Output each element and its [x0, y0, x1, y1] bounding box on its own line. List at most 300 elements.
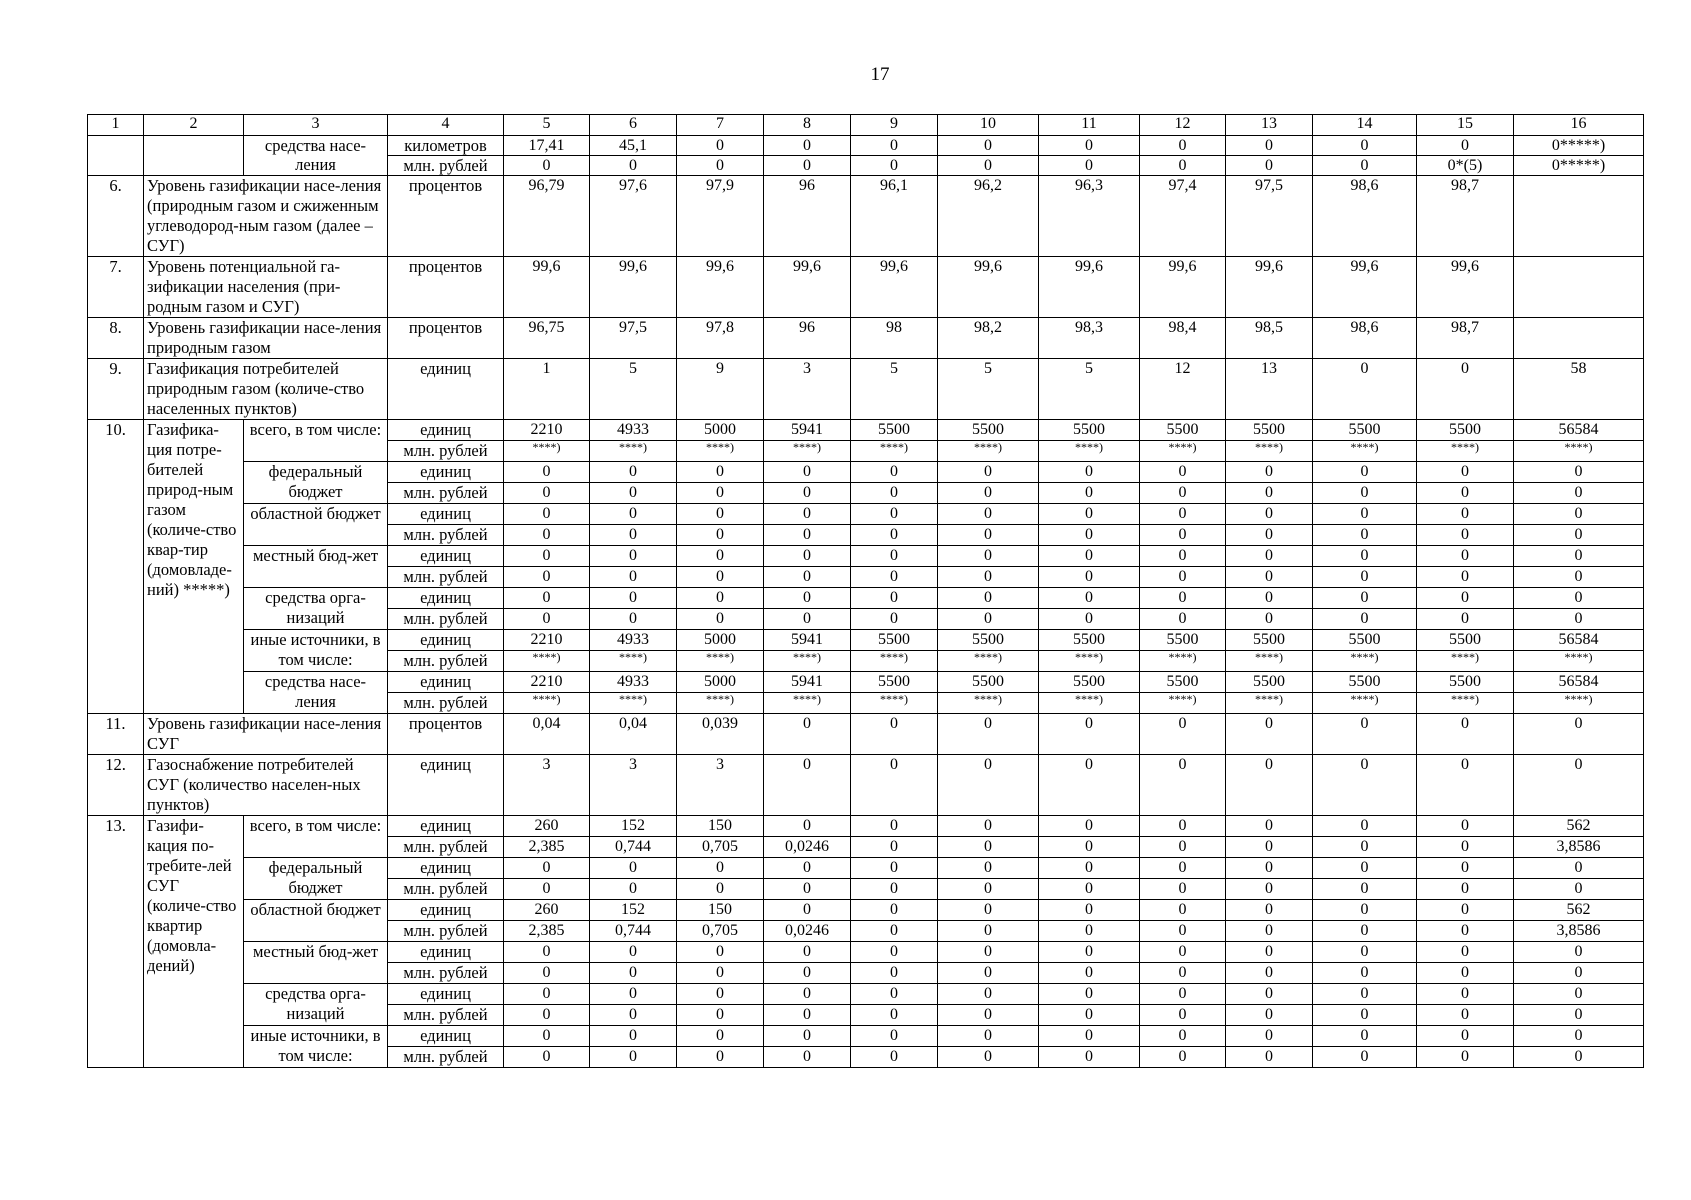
table-row [88, 630, 1644, 651]
value-cell [938, 651, 1039, 672]
value-cell: 5500 [1226, 420, 1313, 441]
unit-cell: единиц [388, 462, 504, 483]
unit-cell: единиц [388, 630, 504, 651]
value-cell: 0 [1226, 879, 1313, 900]
value-cell: 0 [1417, 921, 1514, 942]
value-cell: 5500 [1140, 672, 1226, 693]
value-cell: 0 [1417, 588, 1514, 609]
value-cell: 0 [938, 156, 1039, 176]
footnote-marker: ****) [880, 692, 908, 706]
value-cell: 0 [1417, 609, 1514, 630]
table-row [88, 136, 1644, 156]
value-cell: 152 [590, 816, 677, 837]
value-cell: 0 [1039, 567, 1140, 588]
table-row [88, 984, 1644, 1005]
header-cell: 12 [1140, 115, 1226, 136]
value-cell: 0 [1514, 755, 1644, 816]
value-cell: 0 [590, 858, 677, 879]
footnote-marker: ****) [1564, 440, 1593, 454]
value-cell: 99,6 [1417, 257, 1514, 318]
value-cell: 58 [1514, 359, 1644, 420]
value-cell: 260 [504, 900, 590, 921]
value-cell: 0 [677, 609, 764, 630]
header-cell: 7 [677, 115, 764, 136]
value-cell: 0 [938, 1047, 1039, 1068]
header-cell: 6 [590, 115, 677, 136]
value-cell: 0 [764, 156, 851, 176]
value-cell: 0 [590, 1047, 677, 1068]
value-cell: 0 [1140, 942, 1226, 963]
value-cell: 99,6 [938, 257, 1039, 318]
value-cell: 0 [1514, 879, 1644, 900]
value-cell: 0 [1417, 714, 1514, 755]
value-cell: 45,1 [590, 136, 677, 156]
value-cell: 0 [764, 755, 851, 816]
unit-cell: млн. рублей [388, 879, 504, 900]
value-cell: 0 [590, 942, 677, 963]
value-cell: 0,0246 [764, 921, 851, 942]
footnote-marker: ****) [880, 440, 908, 454]
unit-cell: млн. рублей [388, 609, 504, 630]
value-cell: 0 [1226, 837, 1313, 858]
value-cell: 0 [1140, 755, 1226, 816]
value-cell: 0 [1514, 504, 1644, 525]
value-cell: 3 [504, 755, 590, 816]
value-cell: 97,5 [590, 318, 677, 359]
value-cell [1140, 441, 1226, 462]
footnote-marker: ****) [1255, 440, 1283, 454]
value-cell: 0*****) [1514, 156, 1644, 176]
value-cell: 0 [851, 816, 938, 837]
value-cell: 0 [1226, 462, 1313, 483]
value-cell: 0 [1226, 900, 1313, 921]
value-cell: 0 [1417, 1026, 1514, 1047]
value-cell: 0 [1140, 609, 1226, 630]
row-number-cell: 6. [88, 176, 144, 257]
value-cell: 0 [764, 900, 851, 921]
value-cell: 3 [677, 755, 764, 816]
value-cell: 98 [851, 318, 938, 359]
value-cell [1417, 441, 1514, 462]
value-cell [764, 651, 851, 672]
value-cell: 3 [590, 755, 677, 816]
value-cell: 0 [1226, 546, 1313, 567]
value-cell: 150 [677, 900, 764, 921]
value-cell: 97,4 [1140, 176, 1226, 257]
value-cell: 0 [1417, 984, 1514, 1005]
value-cell: 0 [851, 567, 938, 588]
value-cell: 96,3 [1039, 176, 1140, 257]
value-cell: 0 [590, 984, 677, 1005]
row-label-cell: Газоснабжение потребителей СУГ (количество населен-ных пунктов) [144, 755, 388, 816]
value-cell [764, 693, 851, 714]
value-cell: 0 [851, 714, 938, 755]
value-cell: 17,41 [504, 136, 590, 156]
value-cell: 0 [1140, 156, 1226, 176]
sub-label-cell: средства орга-низаций [244, 984, 388, 1026]
value-cell: 0 [938, 1005, 1039, 1026]
footnote-marker: ****) [1350, 692, 1379, 706]
value-cell: 0 [1417, 525, 1514, 546]
value-cell: 0 [1514, 858, 1644, 879]
value-cell: 152 [590, 900, 677, 921]
value-cell: 0 [1313, 755, 1417, 816]
value-cell: 0 [677, 462, 764, 483]
header-cell: 14 [1313, 115, 1417, 136]
value-cell: 0 [1226, 714, 1313, 755]
value-cell: 0 [851, 1047, 938, 1068]
value-cell [1514, 176, 1644, 257]
value-cell: 0 [504, 156, 590, 176]
header-cell: 15 [1417, 115, 1514, 136]
value-cell: 0 [1140, 963, 1226, 984]
value-cell: 0 [938, 984, 1039, 1005]
value-cell: 0 [938, 816, 1039, 837]
value-cell: 0 [938, 546, 1039, 567]
value-cell: 5500 [1226, 672, 1313, 693]
value-cell: 5500 [1226, 630, 1313, 651]
value-cell: 0 [1039, 483, 1140, 504]
value-cell: 0 [1313, 837, 1417, 858]
value-cell: 0 [1140, 525, 1226, 546]
value-cell: 0 [677, 1005, 764, 1026]
value-cell: 0 [851, 921, 938, 942]
value-cell: 0,04 [504, 714, 590, 755]
value-cell: 0 [1313, 900, 1417, 921]
value-cell: 0 [590, 504, 677, 525]
value-cell: 0 [938, 462, 1039, 483]
value-cell: 96,1 [851, 176, 938, 257]
value-cell: 99,6 [677, 257, 764, 318]
header-cell: 1 [88, 115, 144, 136]
value-cell [938, 693, 1039, 714]
footnote-marker: ****) [1564, 650, 1593, 664]
value-cell: 9 [677, 359, 764, 420]
unit-cell: единиц [388, 420, 504, 441]
value-cell: 0 [764, 483, 851, 504]
sub-label-cell: местный бюд-жет [244, 942, 388, 984]
footnote-marker: ****) [1350, 440, 1379, 454]
value-cell: 0 [1514, 462, 1644, 483]
header-cell: 9 [851, 115, 938, 136]
value-cell: 56584 [1514, 672, 1644, 693]
row-label-cell: Газификация потребителей природным газом (количе-ство населенных пунктов) [144, 359, 388, 420]
value-cell: 0 [1417, 879, 1514, 900]
table-row [88, 714, 1644, 755]
value-cell: 0 [1313, 921, 1417, 942]
unit-cell: млн. рублей [388, 525, 504, 546]
value-cell: 0 [1514, 588, 1644, 609]
sub-label-cell: областной бюджет [244, 504, 388, 546]
unit-cell: единиц [388, 755, 504, 816]
value-cell: 0 [677, 525, 764, 546]
sub-label-cell: местный бюд-жет [244, 546, 388, 588]
value-cell [1313, 651, 1417, 672]
value-cell [677, 651, 764, 672]
value-cell: 0 [1226, 136, 1313, 156]
row-number-cell: 7. [88, 257, 144, 318]
value-cell: 0 [1039, 462, 1140, 483]
value-cell: 3,8586 [1514, 837, 1644, 858]
value-cell: 0 [504, 984, 590, 1005]
value-cell: 0 [1313, 156, 1417, 176]
unit-cell: единиц [388, 816, 504, 837]
header-row [88, 115, 1644, 136]
value-cell: 0 [764, 1005, 851, 1026]
value-cell: 0 [1039, 156, 1140, 176]
unit-cell: млн. рублей [388, 483, 504, 504]
value-cell: 0 [938, 588, 1039, 609]
value-cell [1313, 441, 1417, 462]
value-cell: 0 [851, 984, 938, 1005]
value-cell: 0 [1313, 525, 1417, 546]
value-cell: 562 [1514, 816, 1644, 837]
value-cell: 0 [1140, 816, 1226, 837]
value-cell: 0 [1039, 525, 1140, 546]
value-cell: 0 [1140, 984, 1226, 1005]
value-cell: 0 [1140, 879, 1226, 900]
value-cell: 0 [504, 1026, 590, 1047]
sub-label-cell: иные источники, в том числе: [244, 1026, 388, 1068]
value-cell: 0 [590, 588, 677, 609]
value-cell: 0 [764, 567, 851, 588]
value-cell: 0 [504, 858, 590, 879]
value-cell [504, 651, 590, 672]
value-cell: 0 [938, 879, 1039, 900]
value-cell: 4933 [590, 420, 677, 441]
value-cell: 0 [1226, 963, 1313, 984]
unit-cell: млн. рублей [388, 441, 504, 462]
row-number-cell: 8. [88, 318, 144, 359]
value-cell: 97,8 [677, 318, 764, 359]
footnote-marker: ****) [974, 650, 1002, 664]
value-cell: 0 [590, 1005, 677, 1026]
footnote-marker: ****) [619, 440, 647, 454]
table-row [88, 942, 1644, 963]
value-cell: 0 [1226, 921, 1313, 942]
footnote-marker: ****) [1075, 692, 1103, 706]
value-cell [1226, 441, 1313, 462]
value-cell: 0 [1140, 837, 1226, 858]
value-cell: 562 [1514, 900, 1644, 921]
value-cell [677, 441, 764, 462]
value-cell: 98,5 [1226, 318, 1313, 359]
value-cell: 0 [851, 504, 938, 525]
header-cell: 2 [144, 115, 244, 136]
table-row [88, 755, 1644, 816]
row-number-cell: 11. [88, 714, 144, 755]
value-cell: 0 [1140, 136, 1226, 156]
value-cell: 0 [764, 858, 851, 879]
value-cell: 0 [590, 567, 677, 588]
value-cell: 0 [1140, 900, 1226, 921]
value-cell: 0 [677, 136, 764, 156]
value-cell: 0 [764, 963, 851, 984]
data-table [87, 114, 1644, 1068]
value-cell: 0 [764, 462, 851, 483]
unit-cell: млн. рублей [388, 921, 504, 942]
value-cell: 0 [1140, 546, 1226, 567]
value-cell: 0 [764, 136, 851, 156]
value-cell: 56584 [1514, 420, 1644, 441]
value-cell: 0 [1226, 984, 1313, 1005]
value-cell: 0 [851, 1005, 938, 1026]
header-cell: 10 [938, 115, 1039, 136]
row-label-cell: Газифи-кация по-требите-лей СУГ (количе-ство квартир (домовла-дений) [144, 816, 244, 1068]
value-cell: 0 [1514, 984, 1644, 1005]
value-cell: 0 [1313, 714, 1417, 755]
value-cell: 5500 [851, 672, 938, 693]
value-cell: 0 [504, 609, 590, 630]
table-row [88, 504, 1644, 525]
value-cell: 0 [1514, 609, 1644, 630]
value-cell: 98,2 [938, 318, 1039, 359]
sub-label-cell: всего, в том числе: [244, 816, 388, 858]
value-cell: 0 [1226, 567, 1313, 588]
value-cell: 13 [1226, 359, 1313, 420]
unit-cell: единиц [388, 858, 504, 879]
value-cell: 0 [1417, 546, 1514, 567]
unit-cell: единиц [388, 942, 504, 963]
value-cell: 0 [1140, 588, 1226, 609]
value-cell: 0 [938, 714, 1039, 755]
value-cell: 0 [1039, 1047, 1140, 1068]
table-row [88, 462, 1644, 483]
value-cell: 0*****) [1514, 136, 1644, 156]
footnote-marker: ****) [974, 692, 1002, 706]
value-cell: 99,6 [1226, 257, 1313, 318]
value-cell: 0 [1140, 858, 1226, 879]
value-cell: 98,7 [1417, 176, 1514, 257]
footnote-marker: ****) [619, 650, 647, 664]
value-cell: 0 [851, 156, 938, 176]
value-cell: 5500 [1313, 672, 1417, 693]
footnote-marker: ****) [974, 440, 1002, 454]
value-cell: 0 [938, 900, 1039, 921]
value-cell: 0,744 [590, 837, 677, 858]
sub-label-cell: всего, в том числе: [244, 420, 388, 462]
value-cell: 0 [504, 546, 590, 567]
value-cell: 0 [938, 837, 1039, 858]
value-cell: 0 [1313, 546, 1417, 567]
value-cell [504, 693, 590, 714]
value-cell: 0 [1313, 1005, 1417, 1026]
value-cell: 0 [590, 1026, 677, 1047]
value-cell: 0 [504, 567, 590, 588]
footnote-marker: ****) [532, 440, 561, 454]
value-cell: 0 [851, 588, 938, 609]
value-cell [590, 693, 677, 714]
table-row [88, 858, 1644, 879]
row-label-cell: Газифика-ция потре-бителей природ-ным газом (количе-ство квар-тир (домовладе-ний) *****) [144, 420, 244, 714]
value-cell: 5500 [938, 672, 1039, 693]
value-cell [1226, 693, 1313, 714]
unit-cell: единиц [388, 588, 504, 609]
value-cell: 0 [677, 546, 764, 567]
value-cell: 0 [1514, 942, 1644, 963]
unit-cell: процентов [388, 714, 504, 755]
value-cell: 2210 [504, 420, 590, 441]
value-cell [1039, 651, 1140, 672]
value-cell: 0 [1140, 1047, 1226, 1068]
value-cell: 5 [938, 359, 1039, 420]
value-cell: 0 [1417, 858, 1514, 879]
value-cell: 0 [1140, 504, 1226, 525]
header-cell: 5 [504, 115, 590, 136]
value-cell [764, 441, 851, 462]
value-cell: 0 [1514, 1047, 1644, 1068]
value-cell: 96,2 [938, 176, 1039, 257]
value-cell: 0 [764, 714, 851, 755]
value-cell: 0 [1313, 359, 1417, 420]
value-cell: 98,6 [1313, 318, 1417, 359]
value-cell: 5 [590, 359, 677, 420]
value-cell: 5 [1039, 359, 1140, 420]
footnote-marker: ****) [1451, 692, 1479, 706]
value-cell: 0 [1514, 483, 1644, 504]
value-cell: 99,6 [1313, 257, 1417, 318]
value-cell: 0 [504, 963, 590, 984]
value-cell: 0 [1514, 1005, 1644, 1026]
table-row [88, 359, 1644, 420]
sub-label-cell: средства орга-низаций [244, 588, 388, 630]
value-cell: 0 [1039, 755, 1140, 816]
value-cell: 0 [590, 483, 677, 504]
unit-cell: млн. рублей [388, 651, 504, 672]
value-cell: 0 [590, 963, 677, 984]
value-cell: 5500 [1313, 630, 1417, 651]
value-cell: 0 [1313, 136, 1417, 156]
value-cell: 0 [1417, 462, 1514, 483]
value-cell: 5941 [764, 420, 851, 441]
value-cell: 99,6 [764, 257, 851, 318]
footnote-marker: ****) [1075, 650, 1103, 664]
unit-cell: млн. рублей [388, 567, 504, 588]
value-cell: 0 [1417, 359, 1514, 420]
value-cell [590, 651, 677, 672]
value-cell: 0 [938, 755, 1039, 816]
value-cell: 0 [851, 858, 938, 879]
value-cell: 0 [1039, 837, 1140, 858]
value-cell: 0 [1039, 588, 1140, 609]
table-row [88, 816, 1644, 837]
value-cell: 5000 [677, 630, 764, 651]
unit-cell: единиц [388, 984, 504, 1005]
value-cell: 96 [764, 176, 851, 257]
value-cell: 0 [1417, 963, 1514, 984]
value-cell: 0 [1313, 1047, 1417, 1068]
value-cell: 0,0246 [764, 837, 851, 858]
unit-cell: млн. рублей [388, 1005, 504, 1026]
header-cell: 16 [1514, 115, 1644, 136]
value-cell: 3,8586 [1514, 921, 1644, 942]
value-cell: 0 [590, 879, 677, 900]
value-cell: 0 [1039, 942, 1140, 963]
sub-label-cell: областной бюджет [244, 900, 388, 942]
value-cell: 0 [1313, 816, 1417, 837]
value-cell: 5500 [1039, 672, 1140, 693]
footnote-marker: ****) [1255, 692, 1283, 706]
header-cell: 13 [1226, 115, 1313, 136]
value-cell: 0 [590, 546, 677, 567]
value-cell: 96 [764, 318, 851, 359]
value-cell: 0,744 [590, 921, 677, 942]
value-cell: 97,6 [590, 176, 677, 257]
value-cell: 98,6 [1313, 176, 1417, 257]
table-row [88, 900, 1644, 921]
unit-cell: километров [388, 136, 504, 156]
value-cell: 0 [764, 525, 851, 546]
